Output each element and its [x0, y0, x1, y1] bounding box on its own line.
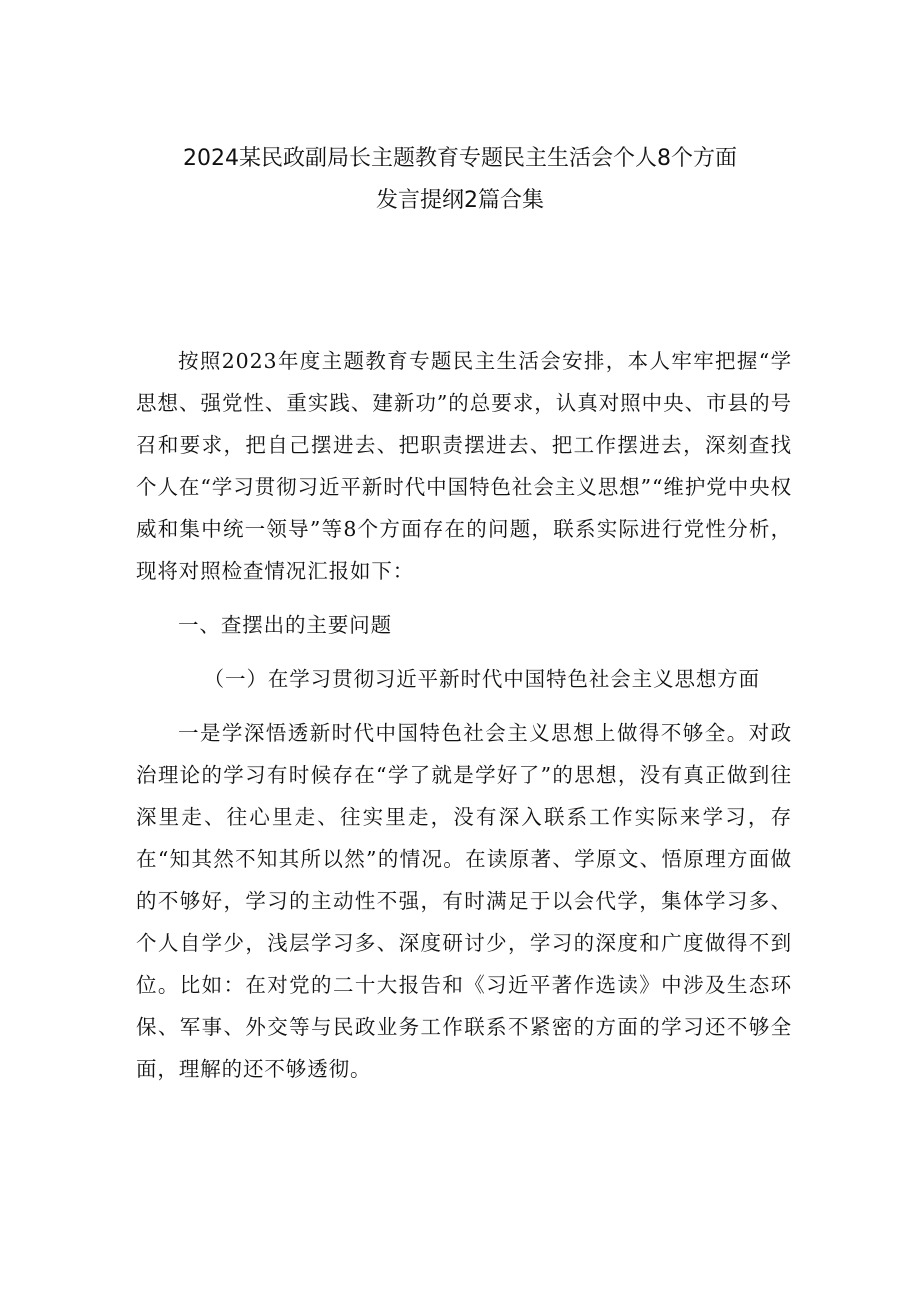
intro-paragraph: 按照2023年度主题教育专题民主生活会安排，本人牢牢把握“学思想、强党性、重实践、建新功”的总要求，认真对照中央、市县的号召和要求，把自己摆进去、把职责摆进去、把工作摆进去，深刻查找个人在“学习贯彻习近平新时代中国特色社会主义思想”“维护党中央权威和集中统一领导”等8个方面存在的问题，联系实际进行党性分析，现将对照检查情况汇报如下：	[136, 349, 792, 583]
title-line-2: 发言提纲2篇合集	[376, 188, 544, 213]
section-heading: 一、查摆出的主要问题	[178, 613, 393, 637]
point-one-paragraph: 一是学深悟透新时代中国特色社会主义思想上做得不够全。对政治理论的学习有时候存在“学了就是学好了”的思想，没有真正做到往深里走、往心里走、往实里走，没有深入联系工作实际来学习，存在“知其然不知其所以然”的情况。在读原著、学原文、悟原理方面做的不够好，学习的主动性不强，有时满足于以会代学，集体学习多、个人自学少，浅层学习多、深度研讨少，学习的深度和广度做得不到位。比如：在对党的二十大报告和《习近平著作选读》中涉及生态环保、军事、外交等与民政业务工作联系不紧密的方面的学习还不够全面，理解的还不够透彻。	[136, 721, 792, 1081]
document-title	[0, 138, 920, 222]
subsection-heading: （一）在学习贯彻习近平新时代中国特色社会主义思想方面	[203, 667, 761, 691]
title-line-1: 2024某民政副局长主题教育专题民主生活会个人8个方面	[183, 146, 737, 171]
document-body	[136, 340, 792, 1090]
